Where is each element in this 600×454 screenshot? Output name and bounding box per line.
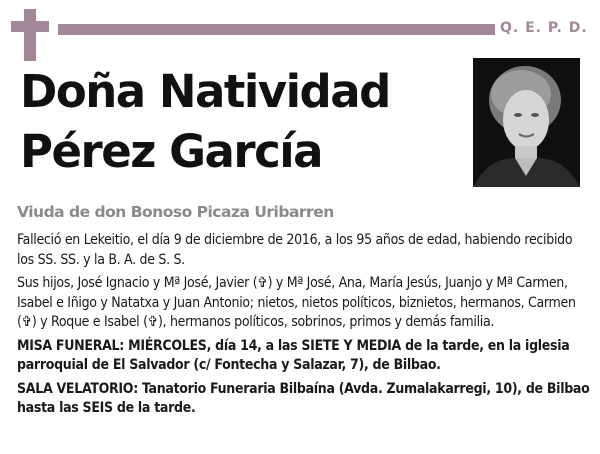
cross-icon-vertical [24, 9, 36, 61]
cross-icon-horizontal [11, 21, 49, 32]
portrait-photo [473, 58, 580, 187]
wake-text: SALA VELATORIO: Tanatorio Funeraria Bilbaína (Avda. Zumalakarregi, 10), de Bilbao hasta las SEIS de la tarde. [17, 380, 590, 416]
notice-body [17, 231, 590, 423]
funeral-paragraph [17, 337, 590, 376]
header-rule [58, 24, 495, 35]
qepd-label: Q. E. P. D. [500, 20, 588, 36]
deceased-name-line1: Doña Natividad [20, 65, 390, 118]
death-paragraph: Falleció en Lekeitio, el día 9 de diciembre de 2016, a los 95 años de edad, habiendo recibido los SS. SS. y la B. A. de S. S. [17, 232, 573, 268]
portrait-photo-image [473, 58, 580, 187]
funeral-text: MISA FUNERAL: MIÉRCOLES, día 14, a las SIETE Y MEDIA de la tarde, en la iglesia parroquial de El Salvador (c/ Fontecha y Salazar, 7), de Bilbao. [17, 337, 570, 373]
widow-subtitle: Viuda de don Bonoso Picaza Uribarren [17, 203, 334, 221]
deceased-name [20, 62, 390, 182]
wake-paragraph [17, 380, 590, 419]
deceased-name-line2: Pérez García [20, 125, 323, 178]
family-paragraph: Sus hijos, José Ignacio y Mª José, Javier (✞) y Mª José, Ana, María Jesús, Juanjo y Mª Carmen, Isabel e Iñigo y Natatxa y Juan Antonio; nietos, nietos políticos, biznietos, hermanos, Carmen (✞) y Roque e Isabel (✞), hermanos políticos, sobrinos, primos y demás familia. [17, 275, 576, 330]
